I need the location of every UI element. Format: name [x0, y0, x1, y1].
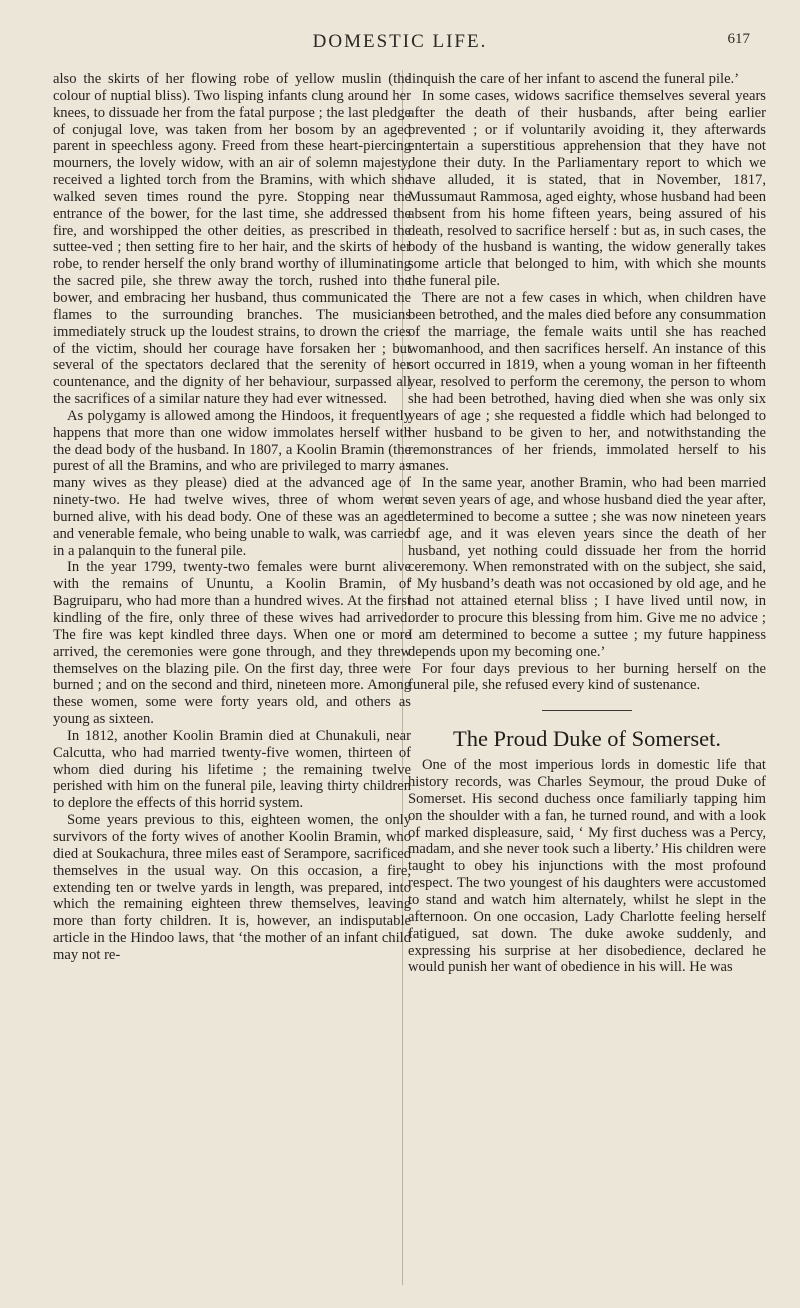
right-column — [408, 71, 766, 976]
section-divider — [542, 710, 632, 711]
left-column — [53, 71, 411, 964]
paragraph: In some cases, widows sacrifice themselves several years after the death of their husbands, after being earlier prevented ; or if voluntarily avoiding it, they afterwards entertain a superstitious apprehension that they have not done their duty. In the Parliamentary report to which we have alluded, it is stated, that in November, 1817, Mussumaut Rammosa, aged eighty, whose husband had been absent from his home fifteen years, being assured of his death, resolved to sacrifice herself : but as, in such cases, the body of the husband is wanting, the widow generally takes some article that belonged to him, with which she mounts the funeral pile. — [408, 87, 766, 290]
paragraph: As polygamy is allowed among the Hindoos, it frequently happens that more than one widow immolates herself with the dead body of the husband. In 1807, a Koolin Bramin (the purest of all the Bramins, and who are privileged to marry as many wives as they please) died at the advanced age of ninety-two. He had twelve wives, three of whom were burned alive, with his dead body. One of these was an aged and venerable female, who being unable to walk, was carried in a palanquin to the funeral pile. — [53, 407, 411, 559]
paragraph: There are not a few cases in which, when children have been betrothed, and the males died before any consummation of the marriage, the female waits until she has reached womanhood, and then sacrifices herself. An instance of this sort occurred in 1819, when a young woman in her fifteenth year, resolved to perform the ceremony, the person to whom she had been betrothed, having died when she was only six years of age ; she requested a fiddle which had belonged to her husband to be given to her, and notwithstanding the remonstrances of her friends, immolated herself to his manes. — [408, 289, 766, 475]
paragraph: One of the most imperious lords in domestic life that history records, was Charles Seymour, the proud Duke of Somerset. His second duchess once familiarly tapping him on the shoulder with a fan, he turned round, and with a look of marked displeasure, said, ‘ My first duchess was a Percy, madam, and she never took such a liberty.’ His children were taught to obey his injunctions with the most profound respect. The two youngest of his daughters were accustomed to stand and watch him alternately, whilst he slept in the afternoon. On one occasion, Lady Charlotte feeling herself fatigued, sat down. The duke awoke suddenly, and expressing his surprise at her disobedience, declared he would punish her want of obedience in his will. He was — [408, 757, 766, 976]
paragraph: In the year 1799, twenty-two females were burnt alive with the remains of Ununtu, a Koolin Bramin, of Bagruiparu, who had more than a hundred wives. At the first kindling of the fire, only three of these wives had arrived. The fire was kept kindled three days. When one or more arrived, the ceremonies were gone through, and they threw themselves on the blazing pile. On the first day, three were burned ; and on the second and third, nineteen more. Among these women, some were forty years old, and others as young as sixteen. — [53, 559, 411, 728]
running-head — [0, 31, 800, 53]
paragraph: Some years previous to this, eighteen women, the only survivors of the forty wives of another Koolin Bramin, who died at Soukachura, three miles east of Serampore, sacrificed themselves in the usual way. On this occasion, a fire, extending ten or twelve yards in length, was prepared, into which the remaining eighteen threw themselves, leaving more than forty children. It is, however, an indisputable article in the Hindoo laws, that ‘the mother of an infant child may not re- — [53, 812, 411, 963]
section-title: The Proud Duke of Somerset. — [452, 726, 722, 752]
paragraph: In the same year, another Bramin, who had been married at seven years of age, and whose husband died the year after, determined to become a suttee ; she was now nineteen years of age, and it was eleven years since the death of her husband, yet nothing could dissuade her from the horrid ceremony. When remonstrated with on the subject, she said, ‘ My husband’s death was not occasioned by old age, and he had not attained eternal bliss ; I have lived until now, in order to procure this blessing from him. Give me no advice ; I am determined to become a suttee ; my future happiness depends upon my becoming one.’ — [408, 475, 766, 660]
paragraph: In 1812, another Koolin Bramin died at Chunakuli, near Calcutta, who had married twenty-five women, thirteen of whom died during his lifetime ; the remaining twelve perished with him on the funeral pile, leaving thirty children to deplore the effects of this horrid system. — [53, 727, 411, 812]
paragraph: For four days previous to her burning herself on the funeral pile, she refused every kind of sustenance. — [408, 660, 766, 694]
page-number: 617 — [727, 31, 750, 47]
paragraph: linquish the care of her infant to ascend the funeral pile.’ — [408, 71, 740, 87]
paragraph: also the skirts of her flowing robe of yellow muslin (the colour of nuptial bliss). Two lisping infants clung around her knees, to dissuade her from the fatal purpose ; the last pledge of conjugal love, was taken from her bosom by an aged parent in speechless agony. Freed from these heart-piercing mourners, the lovely widow, with an air of solemn majesty, received a lighted torch from the Bramins, with which she walked seven times round the pyre. Stopping near the entrance of the bower, for the last time, she addressed the fire, and worshipped the other deities, as prescribed in the suttee-ved ; then setting fire to her hair, and the skirts of her robe, to render herself the only brand worthy of illuminating the sacred pile, she threw away the torch, rushed into the bower, and embracing her husband, thus communicated the flames to the surrounding branches. The musicians immediately struck up the loudest strains, to drown the cries of the victim, should her courage have forsaken her ; but several of the spectators declared that the serenity of her countenance, and the dignity of her behaviour, surpassed all the sacrifices of a similar nature they had ever witnessed. — [53, 71, 411, 408]
running-title: DOMESTIC LIFE. — [312, 31, 488, 52]
